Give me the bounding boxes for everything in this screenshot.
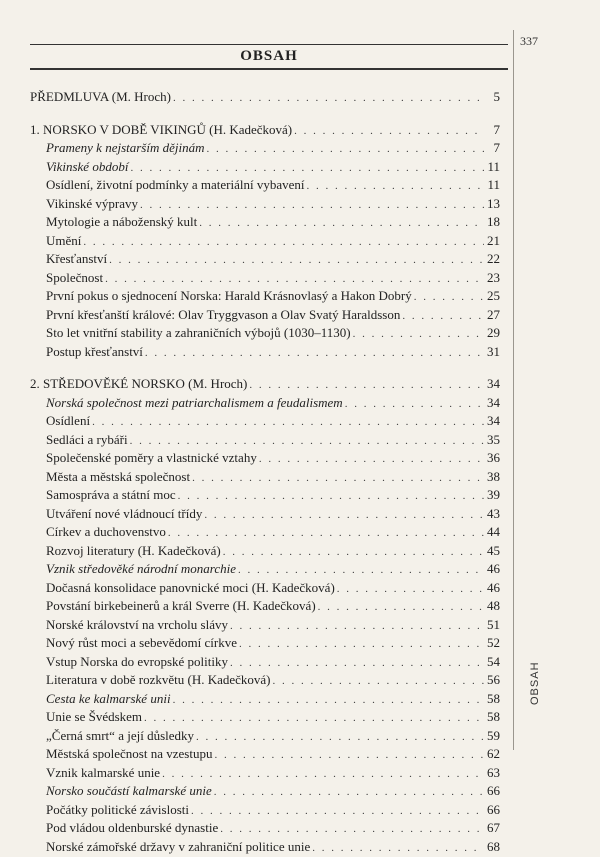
- toc-entry-page: 68: [486, 838, 500, 857]
- toc-subentry[interactable]: [30, 542, 500, 561]
- dot-leader: [173, 89, 484, 108]
- toc-subentry[interactable]: [30, 449, 500, 468]
- toc-entry-title: Povstání birkebeinerů a král Sverre (H. Kadečková): [30, 597, 316, 616]
- toc-subentry[interactable]: [30, 708, 500, 727]
- toc-entry-title: Mytologie a náboženský kult: [30, 213, 197, 232]
- toc-entry-page: 34: [486, 375, 500, 394]
- dot-leader: [220, 820, 484, 839]
- toc-subentry[interactable]: [30, 597, 500, 616]
- toc-entry-title: Společnost: [30, 269, 103, 288]
- toc-entry-page: 27: [486, 306, 500, 325]
- toc-subentry[interactable]: [30, 176, 500, 195]
- toc-entry-page: 43: [486, 505, 500, 524]
- toc-subentry[interactable]: [30, 634, 500, 653]
- toc-subentry[interactable]: [30, 269, 500, 288]
- toc-subentry[interactable]: [30, 819, 500, 838]
- toc-entry-title: 2. STŘEDOVĚKÉ NORSKO (M. Hroch): [30, 375, 247, 394]
- dot-leader: [318, 598, 484, 617]
- dot-leader: [130, 432, 484, 451]
- dot-leader: [345, 395, 484, 414]
- dot-leader: [337, 580, 484, 599]
- toc-entry-title: Vznik kalmarské unie: [30, 764, 160, 783]
- toc-entry-page: 18: [486, 213, 500, 232]
- toc-entry-page: 38: [486, 468, 500, 487]
- toc-subentry[interactable]: [30, 195, 500, 214]
- toc-entry-title: Sto let vnitřní stability a zahraničních výbojů (1030–1130): [30, 324, 351, 343]
- toc-entry-page: 52: [486, 634, 500, 653]
- toc-subentry[interactable]: [30, 287, 500, 306]
- toc-subentry[interactable]: [30, 782, 500, 801]
- dot-leader: [307, 177, 484, 196]
- toc-subentry[interactable]: [30, 250, 500, 269]
- toc-entry-page: 66: [486, 782, 500, 801]
- dot-leader: [145, 344, 484, 363]
- toc-subentry[interactable]: [30, 139, 500, 158]
- toc-subentry[interactable]: [30, 727, 500, 746]
- dot-leader: [199, 214, 484, 233]
- toc-entry-title: Norsko součástí kalmarské unie: [30, 782, 212, 801]
- toc-entry-title: Unie se Švédskem: [30, 708, 142, 727]
- toc-entry-title: PŘEDMLUVA (M. Hroch): [30, 88, 171, 107]
- toc-subentry[interactable]: [30, 616, 500, 635]
- toc-entry-title: Křesťanství: [30, 250, 107, 269]
- dot-leader: [402, 307, 484, 326]
- toc-subentry[interactable]: [30, 213, 500, 232]
- toc-entry-title: Dočasná konsolidace panovnické moci (H. Kadečková): [30, 579, 335, 598]
- dot-leader: [259, 450, 484, 469]
- toc-subentry[interactable]: [30, 690, 500, 709]
- dot-leader: [223, 543, 484, 562]
- toc-entry-page: 34: [486, 394, 500, 413]
- toc-subentry[interactable]: [30, 523, 500, 542]
- dot-leader: [178, 487, 484, 506]
- toc-entry-page: 51: [486, 616, 500, 635]
- toc-entry-page: 5: [486, 88, 500, 107]
- toc-entry-page: 29: [486, 324, 500, 343]
- toc-entry-page: 11: [486, 176, 500, 195]
- toc-entry-title: Norské království na vrcholu slávy: [30, 616, 228, 635]
- toc-subentry[interactable]: [30, 232, 500, 251]
- toc-subentry[interactable]: [30, 671, 500, 690]
- side-label: OBSAH: [529, 661, 541, 705]
- toc-entry-title: Církev a duchovenstvo: [30, 523, 166, 542]
- dot-leader: [238, 561, 484, 580]
- toc-entry-page: 58: [486, 708, 500, 727]
- toc-subentry[interactable]: [30, 468, 500, 487]
- dot-leader: [230, 617, 484, 636]
- toc-entry-title: Postup křesťanství: [30, 343, 143, 362]
- toc-subentry[interactable]: [30, 579, 500, 598]
- toc-entry-title: Norské zámořské državy v zahraniční politice unie: [30, 838, 310, 857]
- section-spacer: [30, 107, 500, 121]
- dot-leader: [353, 325, 484, 344]
- toc-entry-title: První pokus o sjednocení Norska: Harald Krásnovlasý a Hakon Dobrý: [30, 287, 412, 306]
- toc-entry-page: 48: [486, 597, 500, 616]
- toc-entry-page: 11: [486, 158, 500, 177]
- toc-subentry[interactable]: [30, 158, 500, 177]
- dot-leader: [191, 802, 484, 821]
- toc-entry-title: Města a městská společnost: [30, 468, 190, 487]
- toc-subentry[interactable]: [30, 431, 500, 450]
- toc-subentry[interactable]: [30, 764, 500, 783]
- dot-leader: [192, 469, 484, 488]
- dot-leader: [204, 506, 484, 525]
- dot-leader: [168, 524, 484, 543]
- toc-entry-page: 66: [486, 801, 500, 820]
- dot-leader: [239, 635, 484, 654]
- side-rule: [513, 30, 514, 750]
- dot-leader: [196, 728, 484, 747]
- toc-entry-page: 58: [486, 690, 500, 709]
- toc-entry-title: Vikinské výpravy: [30, 195, 138, 214]
- toc-entry-page: 59: [486, 727, 500, 746]
- toc-entry-title: Norská společnost mezi patriarchalismem a feudalismem: [30, 394, 343, 413]
- dot-leader: [414, 288, 484, 307]
- dot-leader: [140, 196, 484, 215]
- toc-subentry[interactable]: [30, 412, 500, 431]
- toc-entry-page: 62: [486, 745, 500, 764]
- toc-entry-page: 36: [486, 449, 500, 468]
- toc-chapter[interactable]: [30, 375, 500, 394]
- toc-chapter[interactable]: [30, 121, 500, 140]
- toc-entry-title: Umění: [30, 232, 81, 251]
- toc-entry-page: 21: [486, 232, 500, 251]
- toc-entry-title: Rozvoj literatury (H. Kadečková): [30, 542, 221, 561]
- dot-leader: [294, 122, 484, 141]
- toc-subentry[interactable]: [30, 306, 500, 325]
- toc-entry-title: Vstup Norska do evropské politiky: [30, 653, 228, 672]
- table-of-contents: [30, 88, 500, 856]
- toc-entry-page: 46: [486, 560, 500, 579]
- dot-leader: [273, 672, 484, 691]
- dot-leader: [249, 376, 484, 395]
- toc-entry-title: Společenské poměry a vlastnické vztahy: [30, 449, 257, 468]
- toc-entry-title: Sedláci a rybáři: [30, 431, 128, 450]
- toc-subentry[interactable]: [30, 505, 500, 524]
- dot-leader: [92, 413, 484, 432]
- toc-entry-title: Osídlení: [30, 412, 90, 431]
- dot-leader: [214, 746, 484, 765]
- toc-subentry[interactable]: [30, 745, 500, 764]
- toc-entry-page: 46: [486, 579, 500, 598]
- toc-entry-page: 22: [486, 250, 500, 269]
- dot-leader: [230, 654, 484, 673]
- toc-entry-page: 39: [486, 486, 500, 505]
- toc-entry-page: 44: [486, 523, 500, 542]
- toc-entry-title: Prameny k nejstarším dějinám: [30, 139, 205, 158]
- toc-entry-title: Utváření nové vládnoucí třídy: [30, 505, 202, 524]
- toc-entry-page: 63: [486, 764, 500, 783]
- dot-leader: [105, 270, 484, 289]
- toc-subentry[interactable]: [30, 394, 500, 413]
- toc-entry-page: 67: [486, 819, 500, 838]
- toc-entry-title: První křesťanští králové: Olav Tryggvason a Olav Svatý Haraldsson: [30, 306, 400, 325]
- toc-entry-page: 25: [486, 287, 500, 306]
- toc-entry-title: Počátky politické závislosti: [30, 801, 189, 820]
- toc-entry-page: 45: [486, 542, 500, 561]
- toc-entry-title: Osídlení, životní podmínky a materiální vybavení: [30, 176, 305, 195]
- dot-leader: [144, 709, 484, 728]
- toc-header: OBSAH: [30, 44, 508, 70]
- toc-entry-page: 34: [486, 412, 500, 431]
- dot-leader: [162, 765, 484, 784]
- page-number: 337: [520, 34, 538, 49]
- toc-subentry[interactable]: [30, 801, 500, 820]
- toc-entry-title: Vikinské období: [30, 158, 128, 177]
- toc-subentry[interactable]: [30, 560, 500, 579]
- dot-leader: [109, 251, 484, 270]
- toc-entry-title: Cesta ke kalmarské unii: [30, 690, 171, 709]
- toc-entry-page: 7: [486, 121, 500, 140]
- section-spacer: [30, 361, 500, 375]
- dot-leader: [207, 140, 484, 159]
- toc-entry-title: Samospráva a státní moc: [30, 486, 176, 505]
- dot-leader: [173, 691, 484, 710]
- dot-leader: [312, 839, 484, 857]
- toc-subentry[interactable]: [30, 486, 500, 505]
- dot-leader: [83, 233, 484, 252]
- toc-entry-title: Městská společnost na vzestupu: [30, 745, 212, 764]
- toc-entry-title: Literatura v době rozkvětu (H. Kadečková): [30, 671, 271, 690]
- dot-leader: [214, 783, 484, 802]
- toc-entry-title: „Černá smrt“ a její důsledky: [30, 727, 194, 746]
- toc-entry-title: Vznik středověké národní monarchie: [30, 560, 236, 579]
- toc-entry-page: 23: [486, 269, 500, 288]
- toc-subentry[interactable]: [30, 324, 500, 343]
- toc-entry-page: 7: [486, 139, 500, 158]
- toc-chapter[interactable]: [30, 88, 500, 107]
- toc-entry-page: 31: [486, 343, 500, 362]
- toc-subentry[interactable]: [30, 343, 500, 362]
- dot-leader: [130, 159, 484, 178]
- toc-entry-page: 54: [486, 653, 500, 672]
- toc-entry-title: 1. NORSKO V DOBĚ VIKINGŮ (H. Kadečková): [30, 121, 292, 140]
- toc-entry-page: 13: [486, 195, 500, 214]
- toc-subentry[interactable]: [30, 838, 500, 857]
- toc-subentry[interactable]: [30, 653, 500, 672]
- toc-entry-title: Pod vládou oldenburské dynastie: [30, 819, 218, 838]
- toc-entry-page: 35: [486, 431, 500, 450]
- toc-entry-title: Nový růst moci a sebevědomí církve: [30, 634, 237, 653]
- toc-entry-page: 56: [486, 671, 500, 690]
